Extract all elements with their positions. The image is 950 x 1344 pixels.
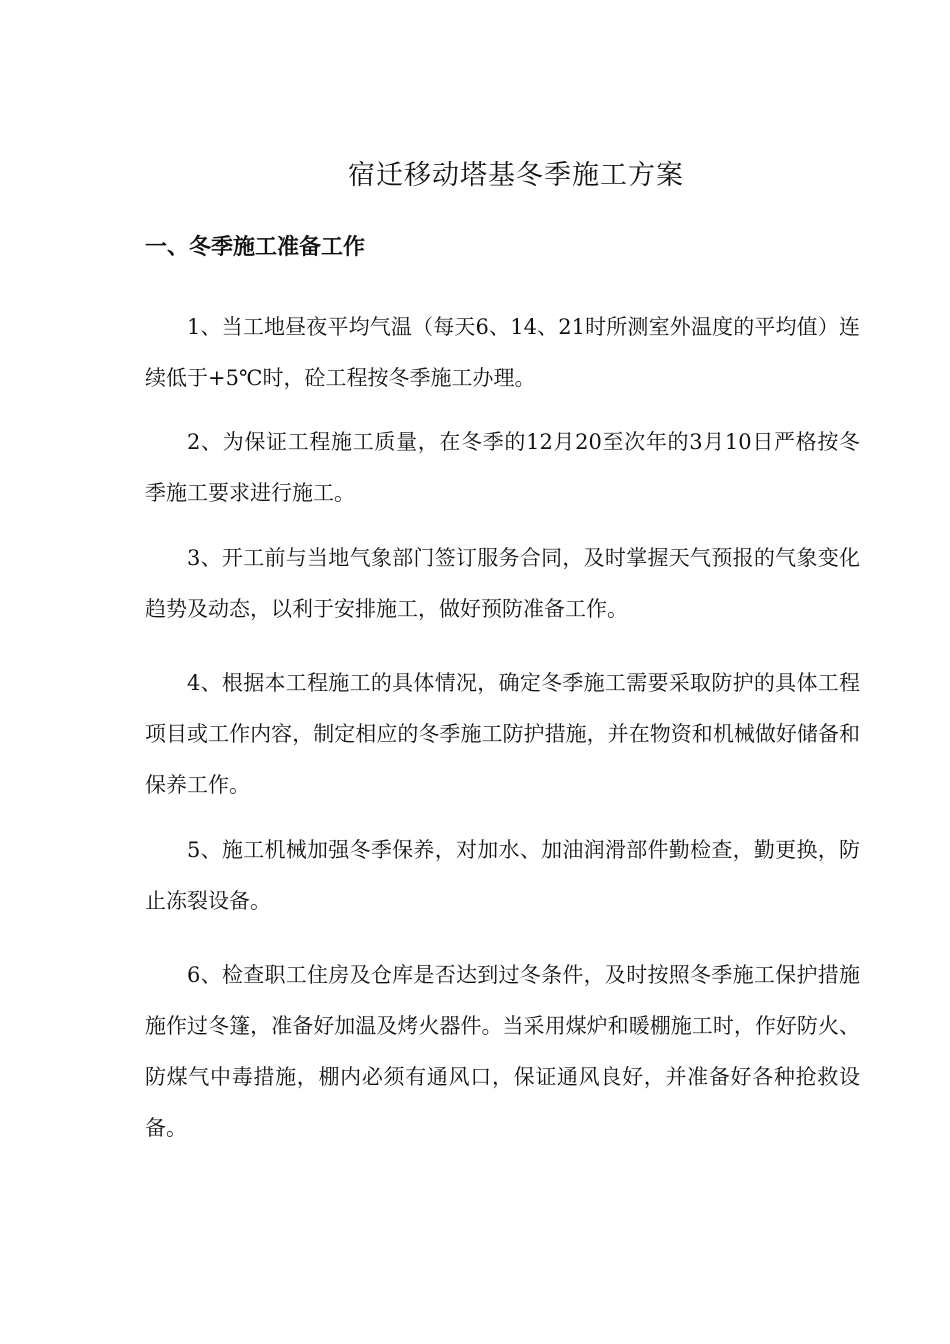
paragraph-5: 5、施工机械加强冬季保养，对加水、加油润滑部件勤检查，勤更换，防止冻裂设备。 bbox=[145, 838, 860, 913]
paragraph-1: 1、当工地昼夜平均气温（每天6、14、21时所测室外温度的平均值）连续低于+5℃时，砼工程按冬季施工办理。 bbox=[145, 315, 860, 390]
paragraph-3: 3、开工前与当地气象部门签订服务合同，及时掌握天气预报的气象变化趋势及动态，以利于安排施工，做好预防准备工作。 bbox=[145, 546, 860, 621]
document-title: 宿迁移动塔基冬季施工方案 bbox=[348, 160, 684, 191]
paragraph-6: 6、检查职工住房及仓库是否达到过冬条件，及时按照冬季施工保护措施施作过冬篷，准备好加温及烤火器件。当采用煤炉和暖棚施工时，作好防火、防煤气中毒措施，棚内必须有通风口，保证通风良好，并准备好各种抢救设备。 bbox=[145, 963, 860, 1140]
paragraph-2: 2、为保证工程施工质量，在冬季的12月20至次年的3月10日严格按冬季施工要求进行施工。 bbox=[145, 430, 860, 505]
section-heading: 一、冬季施工准备工作 bbox=[145, 235, 366, 260]
paragraph-4: 4、根据本工程施工的具体情况，确定冬季施工需要采取防护的具体工程项目或工作内容，制定相应的冬季施工防护措施，并在物资和机械做好储备和保养工作。 bbox=[145, 671, 860, 797]
